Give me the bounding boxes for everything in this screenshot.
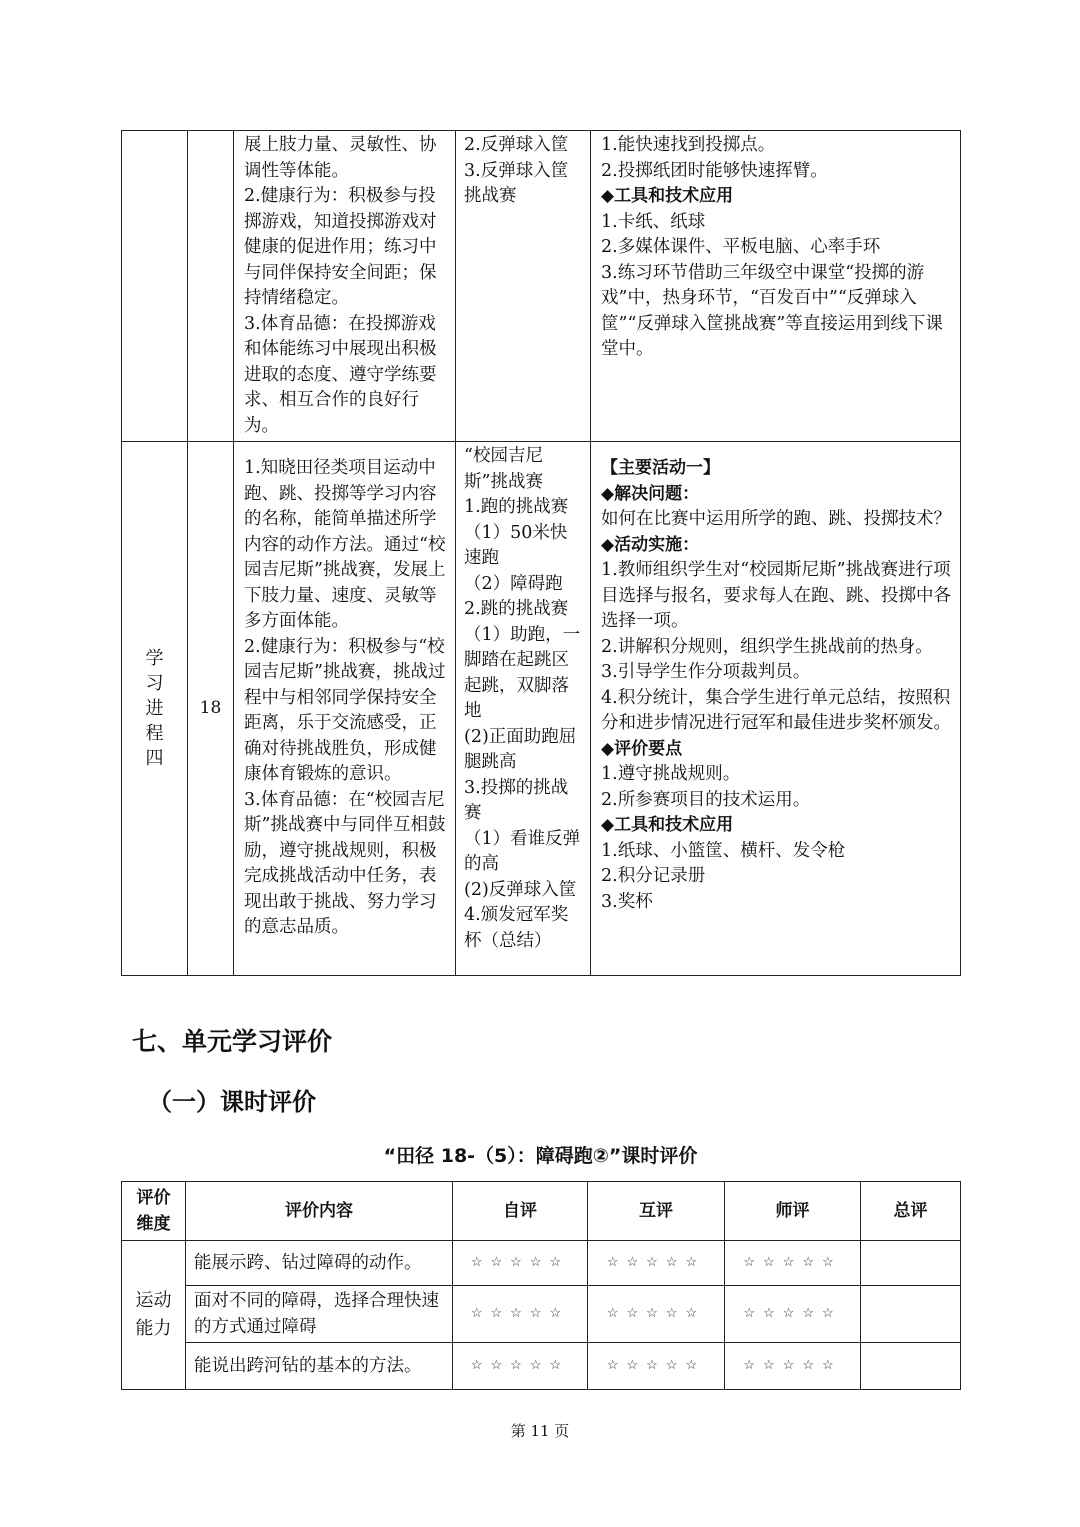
method-text: 1.纸球、小篮筐、横杆、发令枪 — [601, 840, 846, 861]
content-cell — [456, 442, 591, 976]
method-text: 1.卡纸、纸球 — [601, 211, 706, 232]
content-item: 3.反弹球入筐挑战赛 — [464, 160, 569, 206]
content-item: “校园吉尼斯”挑战赛 — [464, 446, 543, 492]
eval-content: 面对不同的障碍，选择合理快速的方式通过障碍 — [186, 1286, 453, 1343]
method-text: 2.所参赛项目的技术运用。 — [601, 789, 811, 810]
eval-content: 能说出跨河钻的基本的方法。 — [186, 1343, 453, 1390]
content-item: 2.反弹球入筐 — [464, 135, 569, 155]
subsection-title: （一）课时评价 — [148, 1088, 316, 1116]
lesson-evaluation-table — [121, 1181, 961, 1390]
content-item: （1）助跑，一脚踏在起跳区起跳，双脚落地 — [464, 624, 581, 721]
content-item: (2)反弹球入筐 — [464, 879, 577, 900]
content-item: （1）50米快速跑 — [464, 522, 568, 568]
eval-content: 能展示跨、钻过障碍的动作。 — [186, 1241, 453, 1286]
eval-table-caption: “田径 18-（5）：障碍跑②”课时评价 — [383, 1145, 698, 1167]
header-dimension: 评价维度 — [122, 1182, 186, 1241]
header-teacher: 师评 — [725, 1182, 861, 1241]
method-heading: 【主要活动一】 — [601, 458, 720, 478]
self-rating-stars[interactable]: ☆☆☆☆☆ — [453, 1343, 588, 1390]
method-text: 1.能快速找到投掷点。 — [601, 135, 776, 155]
header-peer: 互评 — [588, 1182, 725, 1241]
method-text: 3.练习环节借助三年级空中课堂“投掷的游戏”中，热身环节，“百发百中”“反弹球入筐”“反弹球入筐挑战赛”等直接运用到线下课堂中。 — [601, 262, 943, 359]
hours-cell — [188, 131, 234, 442]
method-heading: ◆工具和技术应用 — [601, 815, 734, 835]
overall-cell[interactable] — [861, 1241, 961, 1286]
teacher-rating-stars[interactable]: ☆☆☆☆☆ — [725, 1343, 861, 1390]
methods-cell — [591, 442, 961, 976]
method-heading: ◆评价要点 — [601, 738, 683, 759]
eval-header-row — [122, 1182, 961, 1241]
self-rating-stars[interactable]: ☆☆☆☆☆ — [453, 1286, 588, 1343]
peer-rating-stars[interactable]: ☆☆☆☆☆ — [588, 1343, 725, 1390]
overall-cell[interactable] — [861, 1343, 961, 1390]
plan-row-stage-four — [122, 442, 961, 976]
objectives-cell — [234, 442, 456, 976]
hours-cell: 18 — [188, 442, 234, 976]
stage-label: 学习进程四 — [145, 648, 164, 769]
section-title: 七、单元学习评价 — [132, 1027, 333, 1056]
overall-cell[interactable] — [861, 1286, 961, 1343]
method-text: 4.积分统计，集合学生进行单元总结，按照积分和进步情况进行冠军和最佳进步奖杯颁发。 — [601, 687, 951, 733]
objectives-cell — [234, 131, 456, 442]
teacher-rating-stars[interactable]: ☆☆☆☆☆ — [725, 1286, 861, 1343]
dimension-cell: 运动能力 — [122, 1241, 186, 1390]
teacher-rating-stars[interactable]: ☆☆☆☆☆ — [725, 1241, 861, 1286]
page-number: 第 11 页 — [510, 1422, 570, 1440]
method-text: 2.积分记录册 — [601, 866, 706, 886]
method-text: 3.引导学生作分项裁判员。 — [601, 662, 811, 682]
content-item: 3.投掷的挑战赛 — [464, 777, 569, 823]
content-item: (2)正面助跑屈腿跳高 — [464, 726, 577, 772]
method-text: 1.遵守挑战规则。 — [601, 764, 741, 784]
method-text: 2.多媒体课件、平板电脑、心率手环 — [601, 237, 881, 257]
objective-text: 2.健康行为：积极参与投掷游戏，知道投掷游戏对健康的促进作用；练习中与同伴保持安全间距；保持情绪稳定。 — [244, 186, 437, 308]
content-item: 2.跳的挑战赛 — [464, 599, 569, 619]
method-heading: ◆工具和技术应用 — [601, 186, 734, 206]
stage-cell — [122, 131, 188, 442]
eval-row — [122, 1343, 961, 1390]
objective-text: 3.体育品德：在投掷游戏和体能练习中展现出积极进取的态度、遵守学练要求、相互合作的良好行为。 — [244, 313, 437, 436]
header-content: 评价内容 — [186, 1182, 453, 1241]
method-text: 2.投掷纸团时能够快速挥臂。 — [601, 160, 828, 181]
header-self: 自评 — [453, 1182, 588, 1241]
eval-row — [122, 1241, 961, 1286]
peer-rating-stars[interactable]: ☆☆☆☆☆ — [588, 1286, 725, 1343]
objective-text: 2.健康行为：积极参与“校园吉尼斯”挑战赛，挑战过程中与相邻同学保持安全距离，乐于交流感受，正确对待挑战胜负，形成健康体育锻炼的意识。 — [244, 636, 446, 784]
method-text: 2.讲解积分规则，组织学生挑战前的热身。 — [601, 636, 933, 657]
method-text: 3.奖杯 — [601, 891, 653, 912]
method-heading: ◆解决问题： — [601, 483, 700, 504]
method-heading: ◆活动实施： — [601, 534, 700, 555]
peer-rating-stars[interactable]: ☆☆☆☆☆ — [588, 1241, 725, 1286]
method-text: 如何在比赛中运用所学的跑、跳、投掷技术？ — [601, 509, 951, 529]
methods-cell — [591, 131, 961, 442]
objective-text: 3.体育品德：在“校园吉尼斯”挑战赛中与同伴互相鼓励，遵守挑战规则，积极完成挑战活动中任务，表现出敢于挑战、努力学习的意志品质。 — [244, 789, 446, 937]
plan-row-continued — [122, 131, 961, 442]
self-rating-stars[interactable]: ☆☆☆☆☆ — [453, 1241, 588, 1286]
lesson-plan-table — [121, 130, 961, 976]
stage-cell — [122, 442, 188, 976]
content-item: （2）障碍跑 — [464, 573, 563, 594]
method-text: 1.教师组织学生对“校园斯尼斯”挑战赛进行项目选择与报名，要求每人在跑、跳、投掷中各选择一项。 — [601, 560, 951, 631]
content-item: （1）看谁反弹的高 — [464, 828, 581, 874]
header-overall: 总评 — [861, 1182, 961, 1241]
content-item: 1.跑的挑战赛 — [464, 497, 569, 517]
content-item: 4.颁发冠军奖杯（总结） — [464, 905, 569, 951]
eval-row — [122, 1286, 961, 1343]
objective-text: 1.知晓田径类项目运动中跑、跳、投掷等学习内容的名称，能简单描述所学内容的动作方法。通过“校园吉尼斯”挑战赛，发展上下肢力量、速度、灵敏等多方面体能。 — [244, 458, 446, 631]
content-cell — [456, 131, 591, 442]
objective-text: 展上肢力量、灵敏性、协调性等体能。 — [244, 135, 437, 181]
